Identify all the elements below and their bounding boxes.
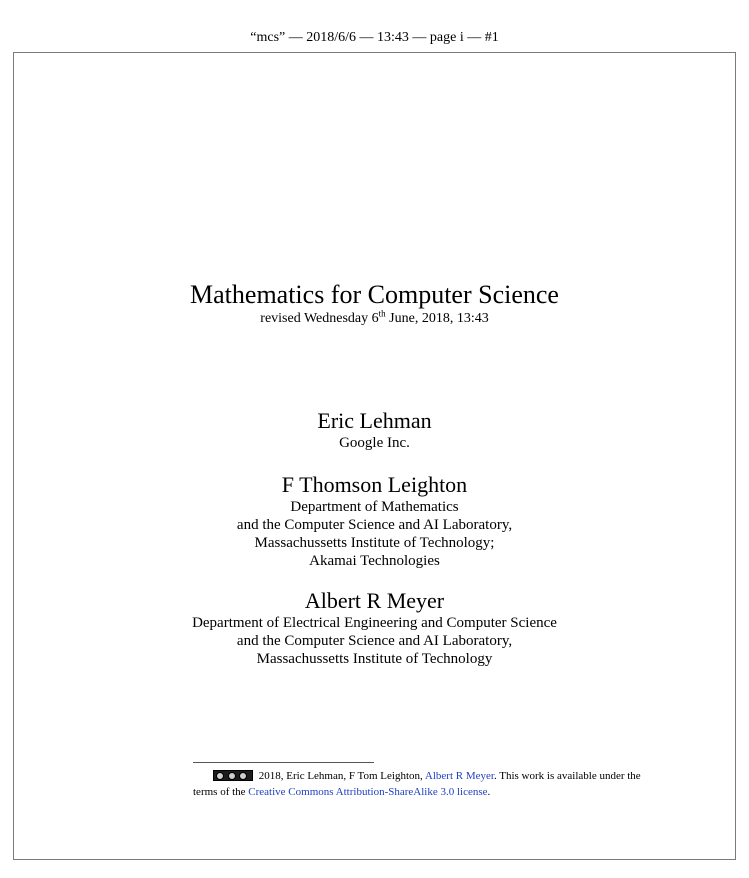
author-link[interactable]: Albert R Meyer (424, 770, 494, 782)
author-affiliation: Department of Electrical Engineering and Computer Science (192, 615, 557, 631)
revised-prefix: revised Wednesday 6 (260, 311, 379, 326)
author-block-meyer (0, 588, 749, 668)
revised-date (0, 310, 749, 327)
license-link[interactable]: Creative Commons Attribution-ShareAlike 3.0 license (248, 786, 488, 798)
footnote-text: . (487, 786, 491, 798)
footnote-rule (193, 762, 374, 763)
author-name: Eric Lehman (317, 408, 432, 433)
cc-by-sa-icon[interactable] (213, 770, 253, 781)
footnote-text: terms of the (193, 786, 249, 798)
book-title: Mathematics for Computer Science (190, 280, 559, 309)
author-affiliation: and the Computer Science and AI Laboratory, (236, 517, 513, 533)
page-frame (13, 52, 736, 860)
author-affiliation: Akamai Technologies (309, 553, 440, 569)
author-affiliation: and the Computer Science and AI Laboratory, (236, 633, 513, 649)
author-block-lehman (0, 408, 749, 452)
title-block (0, 280, 749, 327)
footnote-text: . This work is available under the (493, 770, 641, 782)
footnote-line-1 (193, 768, 653, 784)
footnote-text: 2018, Eric Lehman, F Tom Leighton, (256, 770, 425, 782)
author-affiliation: Department of Mathematics (290, 499, 459, 515)
footnote-line-2 (193, 784, 653, 800)
author-affiliation: Massachussetts Institute of Technology (256, 651, 493, 667)
copyright-footnote (193, 768, 653, 800)
author-name: F Thomson Leighton (281, 472, 468, 497)
author-affiliation: Google Inc. (339, 435, 410, 451)
running-head: “mcs” — 2018/6/6 — 13:43 — page i — #1 (250, 30, 499, 45)
author-affiliation: Massachussetts Institute of Technology; (254, 535, 495, 551)
revised-superscript: th (378, 308, 386, 319)
author-name: Albert R Meyer (304, 588, 445, 613)
author-block-leighton (0, 472, 749, 570)
revised-suffix: June, 2018, 13:43 (385, 311, 489, 326)
